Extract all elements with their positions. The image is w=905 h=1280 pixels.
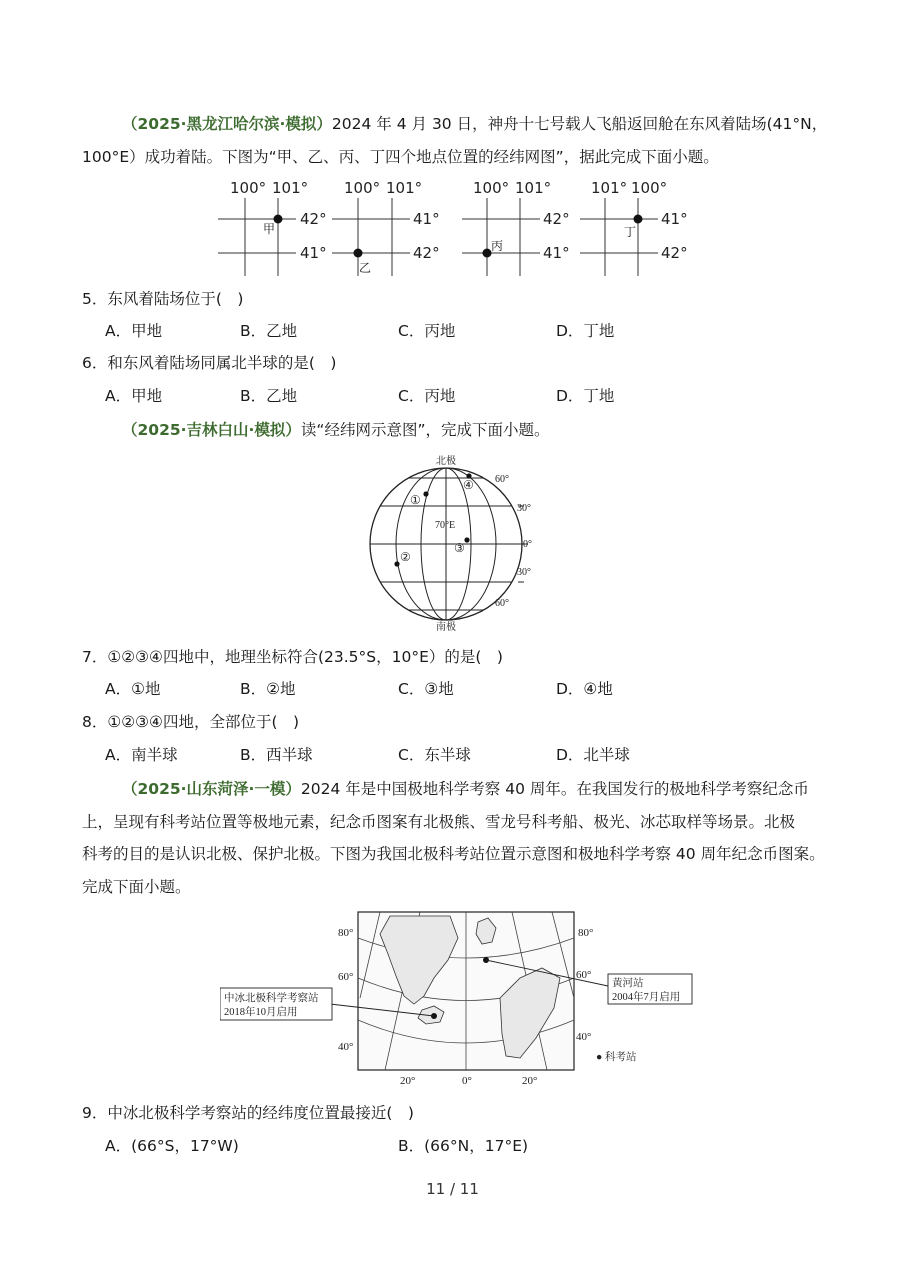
- globe-point-3-label: ③: [454, 541, 465, 555]
- grid-bing-lat-bottom: 41°: [543, 244, 570, 262]
- q7-option-a[interactable]: A．①地: [105, 680, 161, 698]
- grid-ding-lon-left: 101°: [591, 179, 628, 197]
- grid-jia-lat-bottom: 41°: [300, 244, 327, 262]
- map-left-lat-40: 40°: [338, 1041, 354, 1053]
- globe-north-label: 北极: [436, 456, 456, 467]
- intro3-line3: 科考的目的是认识北极、保护北极。下图为我国北极科考站位置示意图和极地科学考察 40 周年纪念币图案。: [82, 845, 825, 863]
- q7-option-d[interactable]: D．④地: [556, 680, 613, 698]
- q6-option-d[interactable]: D．丁地: [556, 387, 615, 405]
- point-ding: [634, 215, 643, 224]
- grid-ding-lon-right: 100°: [631, 179, 668, 197]
- map-bottom-lon-0: 0°: [462, 1075, 472, 1087]
- map-left-lat-60: 60°: [338, 971, 354, 983]
- intro2-source: （2025·吉林白山·模拟）: [122, 421, 301, 439]
- station1-name: 中冰北极科学考察站: [224, 993, 319, 1004]
- arctic-station-map: [220, 908, 700, 1094]
- grid-yi-lat-top: 41°: [413, 210, 440, 228]
- map-right-lat-60: 60°: [576, 969, 592, 981]
- intro3-line1: （2025·山东菏泽·一模）2024 年是中国极地科学考察 40 周年。在我国发行的极地科学考察纪念币: [122, 780, 809, 798]
- grid-yi-lon-left: 100°: [344, 179, 381, 197]
- intro1-line2: 100°E）成功着陆。下图为“甲、乙、丙、丁四个地点位置的经纬网图”，据此完成下面小题。: [82, 148, 719, 166]
- map-bottom-lon-20e: 20°: [522, 1075, 538, 1087]
- intro2-line: （2025·吉林白山·模拟）读“经纬网示意图”，完成下面小题。: [122, 421, 550, 439]
- map-right-lat-40: 40°: [576, 1031, 592, 1043]
- intro1-line1: （2025·黑龙江哈尔滨·模拟）2024 年 4 月 30 日，神舟十七号载人飞船返回舱在东风着陆场(41°N，: [122, 115, 828, 133]
- grid-yi-lat-bottom: 42°: [413, 244, 440, 262]
- globe-point-4-label: ④: [463, 478, 474, 492]
- grid-bing-lat-top: 42°: [543, 210, 570, 228]
- grid-yi-lon-right: 101°: [386, 179, 423, 197]
- point-yi: [354, 249, 363, 258]
- station1-date: 2018年10月启用: [224, 1007, 298, 1018]
- q5-option-d[interactable]: D．丁地: [556, 322, 615, 340]
- globe-south-label: 南极: [436, 622, 456, 632]
- grid-yi: [332, 179, 440, 276]
- grid-bing: [462, 179, 570, 276]
- grid-ding-lat-top: 41°: [661, 210, 688, 228]
- lat-long-grid-figures: [200, 176, 700, 282]
- globe-lat-60s: 60°: [495, 598, 509, 609]
- q6-option-c[interactable]: C．丙地: [398, 387, 456, 405]
- q6-option-b[interactable]: B．乙地: [240, 387, 298, 405]
- station2-date: 2004年7月启用: [612, 992, 681, 1003]
- q9-option-b[interactable]: B．(66°N，17°E): [398, 1137, 529, 1155]
- map-legend: ● 科考站: [596, 1052, 637, 1063]
- intro3-line4: 完成下面小题。: [82, 878, 191, 896]
- globe-point-3: [464, 537, 469, 542]
- grid-ding-lat-bottom: 42°: [661, 244, 688, 262]
- globe-point-1: [423, 491, 428, 496]
- globe-point-2-label: ②: [400, 550, 411, 564]
- q9-stem: 9．中冰北极科学考察站的经纬度位置最接近( ): [82, 1104, 414, 1122]
- q8-option-a[interactable]: A．南半球: [105, 746, 178, 764]
- q9-option-a[interactable]: A．(66°S，17°W): [105, 1137, 239, 1155]
- q5-option-c[interactable]: C．丙地: [398, 322, 456, 340]
- intro1-source: （2025·黑龙江哈尔滨·模拟）: [122, 115, 332, 133]
- q8-option-b[interactable]: B．西半球: [240, 746, 313, 764]
- globe-lat-0: 0°: [523, 539, 532, 550]
- map-bottom-lon-20w: 20°: [400, 1075, 416, 1087]
- grid-jia-lon-right: 101°: [272, 179, 309, 197]
- q5-stem: 5．东风着陆场位于( ): [82, 290, 244, 308]
- intro3-line2: 上，呈现有科考站位置等极地元素，纪念币图案有北极熊、雪龙号科考船、极光、冰芯取样等场景。北极: [82, 813, 796, 831]
- grid-ding: [580, 179, 688, 276]
- globe-lat-30s: 30°: [517, 567, 531, 578]
- globe-lat-30n: 30°: [517, 503, 531, 514]
- q5-option-b[interactable]: B．乙地: [240, 322, 298, 340]
- point-jia-label: 甲: [263, 222, 276, 236]
- q7-stem: 7．①②③④四地中，地理坐标符合(23.5°S，10°E）的是( ): [82, 648, 503, 666]
- grid-bing-lon-left: 100°: [473, 179, 510, 197]
- grid-jia-lat-top: 42°: [300, 210, 327, 228]
- point-bing-label: 丙: [491, 239, 504, 253]
- map-left-lat-80: 80°: [338, 927, 354, 939]
- globe-point-2: [394, 561, 399, 566]
- point-yi-label: 乙: [359, 261, 372, 275]
- point-ding-label: 丁: [624, 225, 637, 239]
- q7-option-b[interactable]: B．②地: [240, 680, 296, 698]
- globe-meridian-label: 70°E: [435, 520, 456, 531]
- globe-point-1-label: ①: [410, 493, 421, 507]
- q6-stem: 6．和东风着陆场同属北半球的是( ): [82, 354, 337, 372]
- q6-option-a[interactable]: A．甲地: [105, 387, 163, 405]
- globe-diagram: [360, 450, 550, 632]
- globe-lat-60n: 60°: [495, 474, 509, 485]
- q8-option-d[interactable]: D．北半球: [556, 746, 630, 764]
- q8-option-c[interactable]: C．东半球: [398, 746, 471, 764]
- intro3-source: （2025·山东菏泽·一模）: [122, 780, 301, 798]
- station2-name: 黄河站: [612, 978, 644, 989]
- grid-jia-lon-left: 100°: [230, 179, 267, 197]
- q8-stem: 8．①②③④四地，全部位于( ): [82, 713, 300, 731]
- page-number: 11 / 11: [426, 1180, 479, 1198]
- map-right-lat-80: 80°: [578, 927, 594, 939]
- grid-bing-lon-right: 101°: [515, 179, 552, 197]
- grid-jia: [218, 179, 327, 276]
- q7-option-c[interactable]: C．③地: [398, 680, 454, 698]
- q5-option-a[interactable]: A．甲地: [105, 322, 163, 340]
